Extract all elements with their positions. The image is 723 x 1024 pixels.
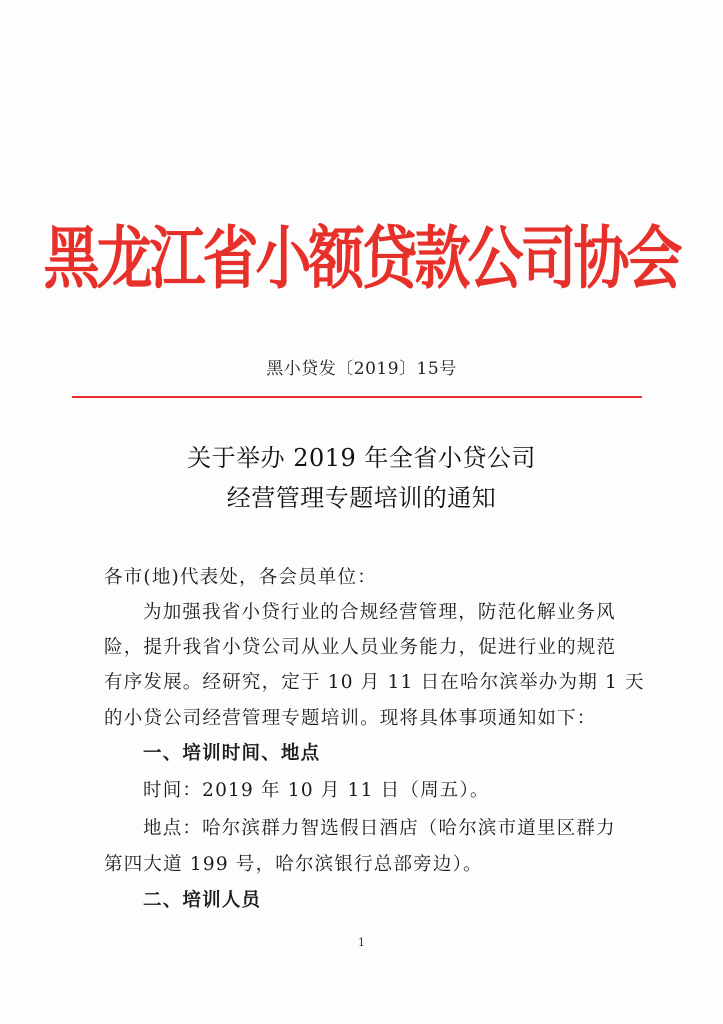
paragraph-line: 的小贷公司经营管理专题培训。现将具体事项通知如下： (104, 708, 597, 729)
paragraph-line: 为加强我省小贷行业的合规经营管理，防范化解业务风 (143, 602, 616, 623)
section-heading-trainees: 二、培训人员 (143, 890, 262, 911)
document-number: 黑小贷发〔2019〕15号 (266, 359, 457, 379)
paragraph-line: 险，提升我省小贷公司从业人员业务能力，促进行业的规范 (104, 637, 617, 658)
salutation: 各市(地)代表处，各会员单位： (104, 567, 377, 588)
document-title-line-2: 经营管理专题培训的通知 (226, 484, 497, 512)
training-location-line: 第四大道 199 号，哈尔滨银行总部旁边）。 (104, 854, 483, 875)
training-location-line: 地点：哈尔滨群力智选假日酒店（哈尔滨市道里区群力 (143, 818, 616, 839)
red-divider-line (72, 396, 642, 398)
paragraph-line: 有序发展。经研究，定于 10 月 11 日在哈尔滨举办为期 1 天 (104, 672, 645, 693)
section-heading-time-location: 一、培训时间、地点 (143, 743, 321, 764)
page-number: 1 (358, 936, 365, 949)
document-title-line-1: 关于举办 2019 年全省小贷公司 (187, 444, 536, 472)
letterhead-title: 黑龙江省小额贷款公司协会 (43, 218, 680, 299)
training-time: 时间：2019 年 10 月 11 日（周五）。 (143, 780, 490, 801)
